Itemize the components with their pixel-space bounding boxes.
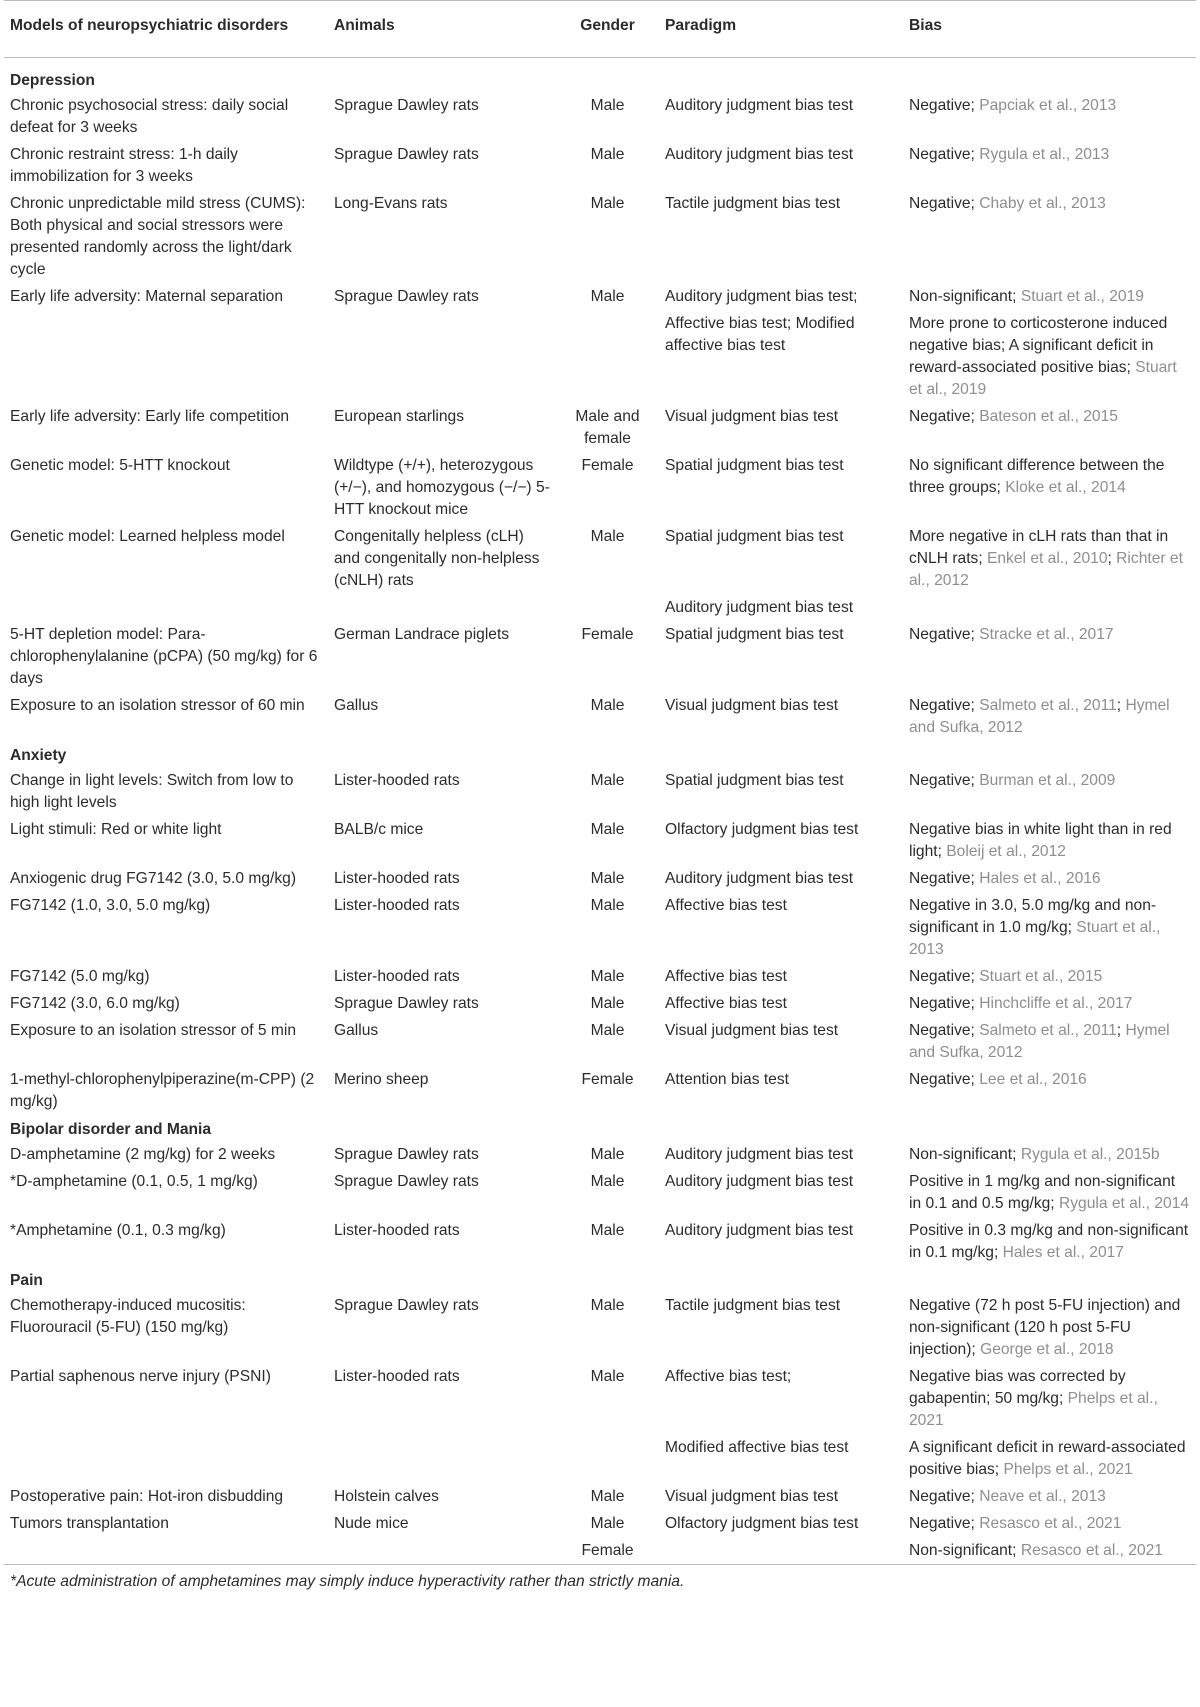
gender-cell: Female <box>581 626 634 643</box>
animals-cell: Merino sheep <box>334 1071 429 1088</box>
bias-cell <box>903 1217 1196 1266</box>
section-title: Bipolar disorder and Mania <box>10 1121 212 1138</box>
bias-text: Negative (72 h post 5-FU injection) and non-significant (120 h post 5-FU injection); <box>909 1297 1181 1358</box>
table-row <box>4 963 1196 990</box>
animals-cell: Lister-hooded rats <box>334 772 460 789</box>
bias-text: Negative; <box>909 1488 980 1505</box>
bias-reference: Hymel and Sufka, 2012 <box>909 697 1170 736</box>
model-cell: Exposure to an isolation stressor of 60 min <box>10 697 305 714</box>
table-row <box>4 990 1196 1017</box>
bias-reference: Resasco et al., 2021 <box>979 1515 1122 1532</box>
model-cell: Partial saphenous nerve injury (PSNI) <box>10 1368 271 1385</box>
bias-text: More negative in cLH rats than that in cNLH rats; <box>909 528 1169 567</box>
table-row <box>4 141 1196 190</box>
paradigm-cell: Visual judgment bias test <box>665 1488 839 1505</box>
table-row <box>4 594 1196 621</box>
bias-text: Negative; <box>909 626 980 643</box>
bias-reference: Chaby et al., 2013 <box>979 195 1106 212</box>
bias-cell <box>903 1292 1196 1363</box>
model-cell: Chronic unpredictable mild stress (CUMS): Both physical and social stressors were presented randomly across the light/dark cycle <box>10 195 306 278</box>
paradigm-cell: Auditory judgment bias test <box>665 599 854 616</box>
bias-text: Negative; <box>909 870 980 887</box>
gender-cell: Male <box>590 1488 625 1505</box>
animals-cell <box>328 1537 556 1564</box>
table-header <box>4 1 1196 58</box>
bias-reference: Salmeto et al., 2011 <box>979 1022 1117 1039</box>
paradigm-cell: Spatial judgment bias test <box>665 528 844 545</box>
bias-reference: Boleij et al., 2012 <box>946 843 1066 860</box>
animals-cell: Lister-hooded rats <box>334 968 460 985</box>
animals-cell: Sprague Dawley rats <box>334 146 479 163</box>
bias-reference: Papciak et al., 2013 <box>979 97 1117 114</box>
section-row <box>4 58 1196 93</box>
bias-reference: Salmeto et al., 2011 <box>979 697 1117 714</box>
gender-cell: Male <box>590 528 625 545</box>
bias-reference: Enkel et al., 2010 <box>986 550 1108 567</box>
bias-separator: ; <box>1116 697 1126 714</box>
bias-cell <box>903 1017 1196 1066</box>
paradigm-cell: Visual judgment bias test <box>665 1022 839 1039</box>
table-row <box>4 310 1196 403</box>
bias-cell <box>903 865 1196 892</box>
table-row <box>4 1168 1196 1217</box>
bias-reference: Stuart et al., 2019 <box>909 359 1177 398</box>
model-cell: Light stimuli: Red or white light <box>10 821 222 838</box>
table-row <box>4 767 1196 816</box>
bias-reference: George et al., 2018 <box>980 1341 1114 1358</box>
bias-reference: Lee et al., 2016 <box>979 1071 1087 1088</box>
header-models: Models of neuropsychiatric disorders <box>4 1 328 58</box>
bias-text: Non-significant; <box>909 288 1021 305</box>
bias-reference: Kloke et al., 2014 <box>1005 479 1126 496</box>
bias-cell <box>903 621 1196 692</box>
animals-cell: Nude mice <box>334 1515 409 1532</box>
bias-text: Negative; <box>909 1022 980 1039</box>
gender-cell: Male <box>590 995 625 1012</box>
paradigm-cell: Attention bias test <box>665 1071 789 1088</box>
animals-cell: Wildtype (+/+), heterozygous (+/−), and homozygous (−/−) 5-HTT knockout mice <box>334 457 550 518</box>
paradigm-cell: Affective bias test <box>665 995 787 1012</box>
model-cell: D-amphetamine (2 mg/kg) for 2 weeks <box>10 1146 276 1163</box>
bias-cell <box>903 310 1196 403</box>
bias-text: Negative bias was corrected by gabapentin; 50 mg/kg; <box>909 1368 1126 1407</box>
animals-cell: BALB/c mice <box>334 821 424 838</box>
model-cell: Postoperative pain: Hot-iron disbudding <box>10 1488 284 1505</box>
animals-cell: Gallus <box>334 697 379 714</box>
bias-cell <box>903 892 1196 963</box>
paradigm-cell: Olfactory judgment bias test <box>665 1515 859 1532</box>
paradigm-cell: Auditory judgment bias test <box>665 1222 854 1239</box>
paradigm-cell: Auditory judgment bias test <box>665 97 854 114</box>
animals-cell: Sprague Dawley rats <box>334 1297 479 1314</box>
gender-cell: Female <box>581 1542 634 1559</box>
table-row <box>4 1066 1196 1115</box>
animals-cell: Lister-hooded rats <box>334 870 460 887</box>
bias-text: Non-significant; <box>909 1542 1021 1559</box>
bias-text: Negative; <box>909 968 980 985</box>
gender-cell: Male <box>590 1222 625 1239</box>
model-cell: Exposure to an isolation stressor of 5 min <box>10 1022 297 1039</box>
header-bias: Bias <box>903 1 1196 58</box>
table-row <box>4 1217 1196 1266</box>
paradigm-cell: Visual judgment bias test <box>665 408 839 425</box>
animals-cell <box>328 1434 556 1483</box>
animals-cell: German Landrace piglets <box>334 626 510 643</box>
paradigm-cell <box>659 1537 903 1564</box>
bias-cell <box>903 1510 1196 1537</box>
table-row <box>4 1434 1196 1483</box>
bias-cell <box>903 963 1196 990</box>
gender-cell: Male <box>590 1515 625 1532</box>
bias-text: Negative in 3.0, 5.0 mg/kg and non-significant in 1.0 mg/kg; <box>909 897 1157 936</box>
paradigm-cell: Auditory judgment bias test <box>665 1173 854 1190</box>
paradigm-cell: Olfactory judgment bias test <box>665 821 859 838</box>
table-row <box>4 523 1196 594</box>
table-row <box>4 865 1196 892</box>
bias-cell <box>903 594 1196 621</box>
model-cell: Tumors transplantation <box>10 1515 169 1532</box>
table-footnote: *Acute administration of amphetamines may simply induce hyperactivity rather than strictly mania. <box>4 1564 1196 1593</box>
bias-text: Negative; <box>909 1515 980 1532</box>
model-cell: Chronic restraint stress: 1-h daily immobilization for 3 weeks <box>10 146 238 185</box>
bias-text: No significant difference between the three groups; <box>909 457 1165 496</box>
gender-cell <box>556 594 659 621</box>
bias-cell <box>903 190 1196 283</box>
header-animals: Animals <box>328 1 556 58</box>
bias-cell <box>903 403 1196 452</box>
model-cell: FG7142 (1.0, 3.0, 5.0 mg/kg) <box>10 897 211 914</box>
paradigm-cell: Affective bias test; Modified affective bias test <box>665 315 855 354</box>
bias-text: Negative; <box>909 772 980 789</box>
header-gender: Gender <box>556 1 659 58</box>
bias-separator: ; <box>1107 550 1117 567</box>
table-row <box>4 1483 1196 1510</box>
animals-cell: Lister-hooded rats <box>334 1222 460 1239</box>
bias-reference: Phelps et al., 2021 <box>909 1390 1158 1429</box>
bias-text: Negative; <box>909 697 980 714</box>
gender-cell: Male <box>590 870 625 887</box>
animals-cell: Sprague Dawley rats <box>334 995 479 1012</box>
section-title: Depression <box>10 72 95 89</box>
section-title: Pain <box>10 1272 43 1289</box>
bias-cell <box>903 1141 1196 1168</box>
table-row <box>4 283 1196 310</box>
table-row <box>4 816 1196 865</box>
gender-cell <box>556 310 659 403</box>
animals-cell: Long-Evans rats <box>334 195 448 212</box>
model-cell: Early life adversity: Maternal separation <box>10 288 284 305</box>
gender-cell: Male <box>590 1368 625 1385</box>
model-cell <box>4 310 328 403</box>
table-row <box>4 1363 1196 1434</box>
bias-reference: Neave et al., 2013 <box>979 1488 1106 1505</box>
table-row <box>4 1537 1196 1564</box>
bias-text: Negative; <box>909 146 980 163</box>
table-row <box>4 452 1196 523</box>
gender-cell: Male <box>590 968 625 985</box>
paradigm-cell: Auditory judgment bias test <box>665 146 854 163</box>
animals-cell <box>328 594 556 621</box>
bias-cell <box>903 767 1196 816</box>
bias-reference: Burman et al., 2009 <box>979 772 1116 789</box>
model-cell: *D-amphetamine (0.1, 0.5, 1 mg/kg) <box>10 1173 258 1190</box>
bias-text: Negative; <box>909 195 980 212</box>
animals-cell <box>328 310 556 403</box>
table-row <box>4 1141 1196 1168</box>
bias-reference: Hymel and Sufka, 2012 <box>909 1022 1170 1061</box>
table-row <box>4 92 1196 141</box>
model-cell: *Amphetamine (0.1, 0.3 mg/kg) <box>10 1222 226 1239</box>
bias-reference: Phelps et al., 2021 <box>1003 1461 1133 1478</box>
bias-text: Negative; <box>909 97 980 114</box>
gender-cell: Male <box>590 195 625 212</box>
bias-text: Negative; <box>909 1071 980 1088</box>
paradigm-cell: Auditory judgment bias test <box>665 1146 854 1163</box>
bias-text: Negative; <box>909 408 980 425</box>
gender-cell: Female <box>581 457 634 474</box>
model-cell: Genetic model: Learned helpless model <box>10 528 285 545</box>
paradigm-cell: Auditory judgment bias test <box>665 870 854 887</box>
bias-reference: Bateson et al., 2015 <box>979 408 1118 425</box>
bias-reference: Stracke et al., 2017 <box>979 626 1114 643</box>
bias-reference: Richter et al., 2012 <box>909 550 1183 589</box>
bias-cell <box>903 1363 1196 1434</box>
model-cell: Early life adversity: Early life competition <box>10 408 290 425</box>
section-row <box>4 1115 1196 1141</box>
paradigm-cell: Spatial judgment bias test <box>665 457 844 474</box>
bias-text: A significant deficit in reward-associated positive bias; <box>909 1439 1186 1478</box>
table-row <box>4 621 1196 692</box>
paradigm-cell: Tactile judgment bias test <box>665 195 841 212</box>
bias-cell <box>903 283 1196 310</box>
bias-cell <box>903 1537 1196 1564</box>
model-cell <box>4 1537 328 1564</box>
bias-cell <box>903 1483 1196 1510</box>
bias-reference: Hales et al., 2016 <box>979 870 1101 887</box>
model-cell: Anxiogenic drug FG7142 (3.0, 5.0 mg/kg) <box>10 870 297 887</box>
section-row <box>4 741 1196 767</box>
model-cell: 5-HT depletion model: Para-chlorophenylalanine (pCPA) (50 mg/kg) for 6 days <box>10 626 318 687</box>
paradigm-cell: Affective bias test <box>665 897 787 914</box>
table-row <box>4 403 1196 452</box>
paradigm-cell: Modified affective bias test <box>665 1439 849 1456</box>
model-cell: Chemotherapy-induced mucositis: Fluorouracil (5-FU) (150 mg/kg) <box>10 1297 246 1336</box>
gender-cell: Male <box>590 1022 625 1039</box>
model-cell: Genetic model: 5-HTT knockout <box>10 457 230 474</box>
gender-cell: Male <box>590 1146 625 1163</box>
gender-cell: Male <box>590 1173 625 1190</box>
paradigm-cell: Affective bias test; <box>665 1368 792 1385</box>
bias-reference: Stuart et al., 2019 <box>1020 288 1144 305</box>
section-row <box>4 1266 1196 1292</box>
bias-cell <box>903 92 1196 141</box>
gender-cell <box>556 1434 659 1483</box>
paradigm-cell: Visual judgment bias test <box>665 697 839 714</box>
bias-cell <box>903 452 1196 523</box>
paradigm-cell: Affective bias test <box>665 968 787 985</box>
bias-reference: Resasco et al., 2021 <box>1020 1542 1163 1559</box>
animals-cell: Congenitally helpless (cLH) and congenitally non-helpless (cNLH) rats <box>334 528 540 589</box>
gender-cell: Male <box>590 288 625 305</box>
header-paradigm: Paradigm <box>659 1 903 58</box>
table-row <box>4 1292 1196 1363</box>
bias-reference: Rygula et al., 2015b <box>1020 1146 1160 1163</box>
gender-cell: Male <box>590 821 625 838</box>
model-cell: 1-methyl-chlorophenylpiperazine(m-CPP) (2 mg/kg) <box>10 1071 315 1110</box>
bias-cell <box>903 141 1196 190</box>
table-row <box>4 1510 1196 1537</box>
animals-cell: Sprague Dawley rats <box>334 97 479 114</box>
gender-cell: Male <box>590 697 625 714</box>
table-row <box>4 190 1196 283</box>
bias-text: Negative bias in white light than in red light; <box>909 821 1172 860</box>
table-row <box>4 892 1196 963</box>
model-cell: Chronic psychosocial stress: daily social defeat for 3 weeks <box>10 97 289 136</box>
animals-cell: European starlings <box>334 408 465 425</box>
animals-cell: Lister-hooded rats <box>334 897 460 914</box>
bias-cell <box>903 523 1196 594</box>
bias-text: Positive in 1 mg/kg and non-significant in 0.1 and 0.5 mg/kg; <box>909 1173 1176 1212</box>
animals-cell: Sprague Dawley rats <box>334 288 479 305</box>
bias-cell <box>903 692 1196 741</box>
bias-separator: ; <box>1116 1022 1126 1039</box>
bias-reference: Rygula et al., 2013 <box>979 146 1110 163</box>
animals-cell: Lister-hooded rats <box>334 1368 460 1385</box>
table-row <box>4 692 1196 741</box>
bias-reference: Hinchcliffe et al., 2017 <box>979 995 1133 1012</box>
paradigm-cell: Tactile judgment bias test <box>665 1297 841 1314</box>
paradigm-cell: Spatial judgment bias test <box>665 626 844 643</box>
animals-cell: Gallus <box>334 1022 379 1039</box>
table-row <box>4 1017 1196 1066</box>
animals-cell: Sprague Dawley rats <box>334 1173 479 1190</box>
bias-reference: Stuart et al., 2015 <box>979 968 1103 985</box>
bias-cell <box>903 816 1196 865</box>
gender-cell: Male <box>590 897 625 914</box>
model-cell <box>4 1434 328 1483</box>
model-cell: FG7142 (3.0, 6.0 mg/kg) <box>10 995 180 1012</box>
section-title: Anxiety <box>10 747 67 764</box>
model-cell <box>4 594 328 621</box>
model-cell: Change in light levels: Switch from low to high light levels <box>10 772 294 811</box>
model-cell: FG7142 (5.0 mg/kg) <box>10 968 150 985</box>
paradigm-cell: Spatial judgment bias test <box>665 772 844 789</box>
gender-cell: Male <box>590 1297 625 1314</box>
bias-text: Positive in 0.3 mg/kg and non-significant in 0.1 mg/kg; <box>909 1222 1189 1261</box>
table-body <box>4 58 1196 1565</box>
gender-cell: Female <box>581 1071 634 1088</box>
animals-cell: Sprague Dawley rats <box>334 1146 479 1163</box>
bias-cell <box>903 1168 1196 1217</box>
bias-cell <box>903 990 1196 1017</box>
bias-reference: Hales et al., 2017 <box>1002 1244 1124 1261</box>
gender-cell: Male <box>590 146 625 163</box>
gender-cell: Male and female <box>575 408 640 447</box>
gender-cell: Male <box>590 97 625 114</box>
gender-cell: Male <box>590 772 625 789</box>
bias-reference: Stuart et al., 2013 <box>909 919 1161 958</box>
bias-text: More prone to corticosterone induced negative bias; A significant deficit in reward-associated positive bias; <box>909 315 1168 376</box>
bias-cell <box>903 1434 1196 1483</box>
animals-cell: Holstein calves <box>334 1488 439 1505</box>
bias-text: Negative; <box>909 995 980 1012</box>
bias-reference: Rygula et al., 2014 <box>1058 1195 1190 1212</box>
bias-text: Non-significant; <box>909 1146 1021 1163</box>
bias-cell <box>903 1066 1196 1115</box>
data-table <box>4 0 1196 1564</box>
paradigm-cell: Auditory judgment bias test; <box>665 288 858 305</box>
